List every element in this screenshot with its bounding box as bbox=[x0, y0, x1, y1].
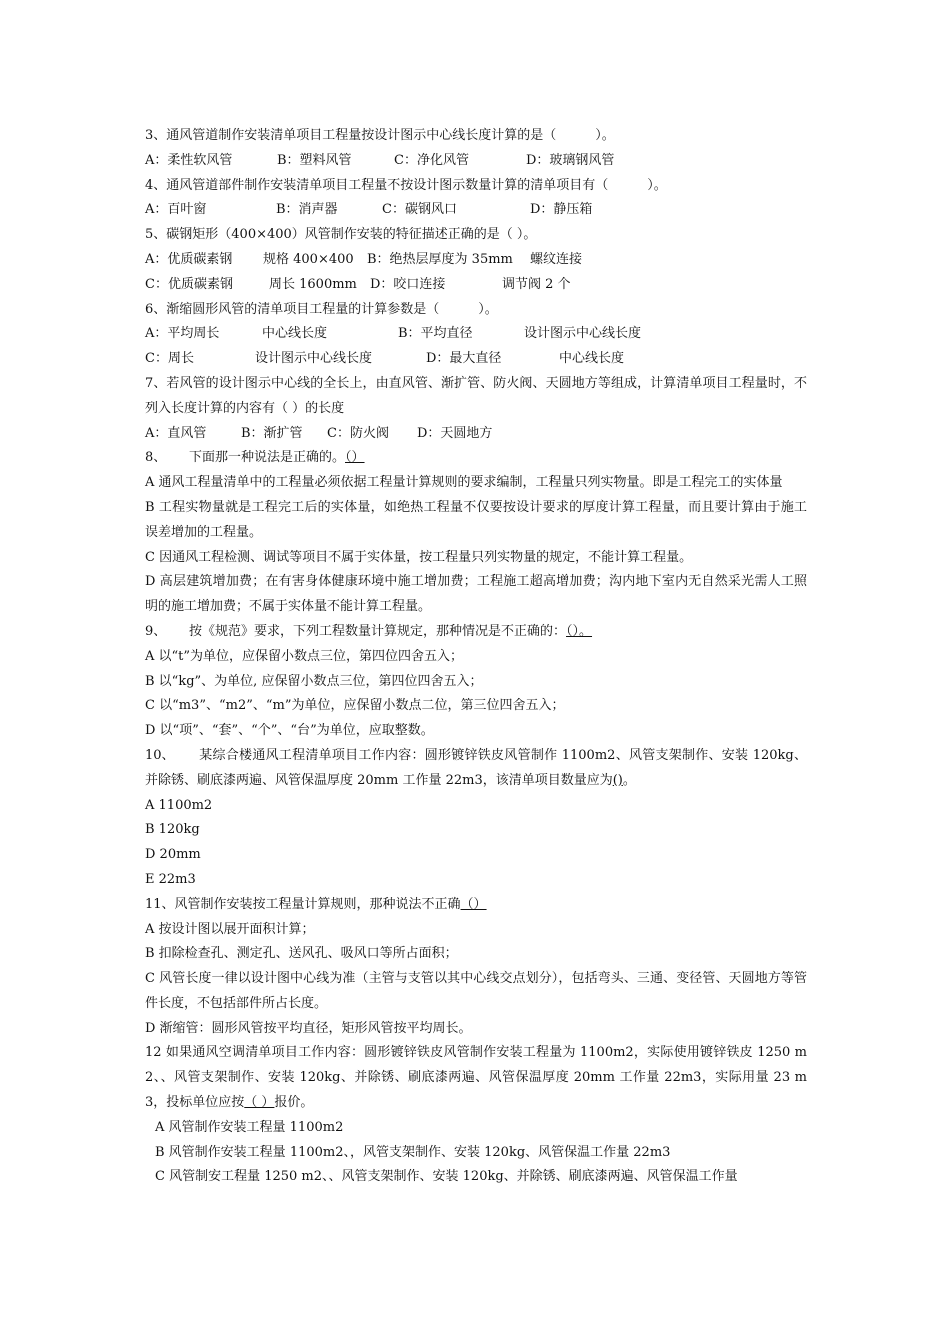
option-c: C：周长 bbox=[145, 351, 194, 367]
option-b-detail: 设计图示中心线长度 bbox=[524, 326, 642, 342]
option-a: A：优质碳素钢 bbox=[145, 251, 233, 267]
option-a-detail: 规格 400×400 bbox=[263, 251, 354, 267]
question-6-options-row2 bbox=[145, 347, 807, 372]
question-end: 。 bbox=[622, 772, 636, 788]
question-11-stem bbox=[145, 893, 807, 918]
document-body bbox=[145, 124, 807, 1190]
question-10-option-d: D 20mm bbox=[145, 847, 201, 863]
question-6-options-row1 bbox=[145, 322, 807, 347]
option-d-detail: 调节阀 2 个 bbox=[502, 276, 571, 292]
question-5-options-row2 bbox=[145, 273, 807, 298]
question-8-option-b: B 工程实物量就是工程完工后的实体量，如绝热工程量不仅要按设计要求的厚度计算工程量，而且要计算由于施工误差增加的工程量。 bbox=[145, 499, 807, 540]
question-12-option-c: C 风管制安工程量 1250 m2、、风管支架制作、安装 120kg、并除锈、刷底漆两遍、风管保温工作量 bbox=[155, 1169, 738, 1185]
answer-blank: （） bbox=[345, 450, 365, 466]
question-8-stem bbox=[145, 446, 807, 471]
question-9-option-a: A 以“t”为单位，应保留小数点三位，第四位四舍五入； bbox=[145, 648, 464, 664]
option-c-detail: 周长 1600mm bbox=[269, 276, 357, 292]
option-d: D：最大直径 bbox=[426, 351, 502, 367]
question-5-options-row1 bbox=[145, 248, 807, 273]
question-11-option-a: A 按设计图以展开面积计算； bbox=[145, 921, 315, 937]
question-text: 下面那一种说法是正确的。 bbox=[189, 450, 346, 466]
question-6-stem: 6、渐缩圆形风管的清单项目工程量的计算参数是（ ）。 bbox=[145, 301, 498, 317]
question-11-option-d: D 渐缩管：圆形风管按平均直径，矩形风管按平均周长。 bbox=[145, 1020, 472, 1036]
question-11-option-c: C 风管长度一律以设计图中心线为准（主管与支管以其中心线交点划分），包括弯头、三通、变径管、天圆地方等管件长度，不包括部件所占长度。 bbox=[145, 971, 807, 1011]
question-8-option-a: A 通风工程量清单中的工程量必须依据工程量计算规则的要求编制，工程量只列实物量。即是工程完工的实体量 bbox=[145, 475, 783, 491]
question-10-stem bbox=[145, 744, 807, 794]
option-b: B：绝热层厚度为 35mm bbox=[367, 251, 513, 267]
question-number: 10、 bbox=[145, 747, 175, 763]
option-a: A：百叶窗 bbox=[145, 202, 207, 218]
question-4-stem: 4、通风管道部件制作安装清单项目工程量不按设计图示数量计算的清单项目有（ ）。 bbox=[145, 177, 667, 193]
question-4-options bbox=[145, 198, 807, 223]
question-8-option-c: C 因通风工程检测、调试等项目不属于实体量，按工程量只列实物量的规定，不能计算工程量。 bbox=[145, 549, 693, 565]
option-a: A：直风管 bbox=[145, 425, 207, 441]
question-9-stem bbox=[145, 620, 807, 645]
question-9-option-c: C 以“m3”、“m2”、“m”为单位，应保留小数点二位，第三位四舍五入； bbox=[145, 698, 565, 714]
option-c: C：净化风管 bbox=[394, 152, 469, 168]
question-9-option-d: D 以“项”、“套”、“个”、“台”为单位，应取整数。 bbox=[145, 723, 434, 739]
question-number: 9、 bbox=[145, 623, 167, 639]
option-d: D：天圆地方 bbox=[417, 425, 493, 441]
question-12-option-b: B 风管制作安装工程量 1100m2、，风管支架制作、安装 120kg、风管保温工作量 22m3 bbox=[155, 1144, 671, 1160]
option-c: C：优质碳素钢 bbox=[145, 276, 233, 292]
answer-blank: （ ） bbox=[244, 1095, 275, 1111]
question-7-stem: 7、若风管的设计图示中心线的全长上，由直风管、渐扩管、防火阀、天圆地方等组成，计算清单项目工程量时，不列入长度计算的内容有（ ）的长度 bbox=[145, 375, 807, 416]
question-7-options bbox=[145, 422, 807, 447]
option-d: D：玻璃钢风管 bbox=[526, 152, 615, 168]
question-text: 11、风管制作安装按工程量计算规则，那种说法不正确 bbox=[145, 896, 461, 912]
option-d-detail: 中心线长度 bbox=[559, 351, 625, 367]
option-c: C：防火阀 bbox=[327, 425, 389, 441]
option-b-detail: 螺纹连接 bbox=[530, 251, 583, 267]
question-text: 按《规范》要求，下列工程数量计算规定，那种情况是不正确的： bbox=[189, 623, 567, 639]
option-a: A：平均周长 bbox=[145, 326, 220, 342]
question-end: 报价。 bbox=[274, 1095, 314, 1111]
question-3-options bbox=[145, 149, 807, 174]
question-9-option-b: B 以“kg”、为单位, 应保留小数点三位，第四位四舍五入； bbox=[145, 673, 483, 689]
answer-blank: （）。 bbox=[566, 623, 593, 639]
question-10-option-e: E 22m3 bbox=[145, 871, 196, 887]
question-3-stem: 3、通风管道制作安装清单项目工程量按设计图示中心线长度计算的是（ ）。 bbox=[145, 128, 615, 143]
option-d: D：咬口连接 bbox=[370, 276, 446, 292]
option-d: D：静压箱 bbox=[530, 202, 593, 218]
question-number: 8、 bbox=[145, 450, 167, 466]
question-11-option-b: B 扣除检查孔、测定孔、送风孔、吸风口等所占面积； bbox=[145, 946, 458, 962]
answer-blank: () bbox=[612, 772, 623, 788]
option-b: B：消声器 bbox=[276, 202, 338, 218]
answer-blank: （） bbox=[460, 896, 487, 912]
option-a-detail: 中心线长度 bbox=[262, 326, 328, 342]
question-8-option-d: D 高层建筑增加费；在有害身体健康环境中施工增加费；工程施工超高增加费；沟内地下室内无自然采光需人工照明的施工增加费；不属于实体量不能计算工程量。 bbox=[145, 574, 807, 615]
option-a: A：柔性软风管 bbox=[145, 152, 233, 168]
question-12-stem bbox=[145, 1041, 807, 1115]
question-text: 某综合楼通风工程清单项目工作内容：圆形镀锌铁皮风管制作 1100m2、风管支架制作、安装 120kg、并除锈、刷底漆两遍、风管保温厚度 20mm 工作量 22m3，该清单项目数量应为 bbox=[145, 747, 807, 788]
option-c: C：碳钢风口 bbox=[382, 202, 457, 218]
question-10-option-b: B 120kg bbox=[145, 822, 200, 838]
question-10-option-a: A 1100m2 bbox=[145, 797, 213, 813]
question-text: 12 如果通风空调清单项目工作内容：圆形镀锌铁皮风管制作安装工程量为 1100m2，实际使用镀锌铁皮 1250 m2、、风管支架制作、安装 120kg、并除锈、刷底漆两遍、风管保温厚度 20mm 工作量 22m3，实际用量 23 m3，投标单位应按 bbox=[145, 1045, 807, 1111]
option-c-detail: 设计图示中心线长度 bbox=[255, 351, 373, 367]
question-5-stem: 5、碳钢矩形（400×400）风管制作安装的特征描述正确的是（ ）。 bbox=[145, 227, 537, 243]
option-b: B：渐扩管 bbox=[241, 425, 303, 441]
option-b: B：塑料风管 bbox=[277, 152, 352, 168]
option-b: B：平均直径 bbox=[398, 326, 473, 342]
question-12-option-a: A 风管制作安装工程量 1100m2 bbox=[155, 1119, 344, 1135]
